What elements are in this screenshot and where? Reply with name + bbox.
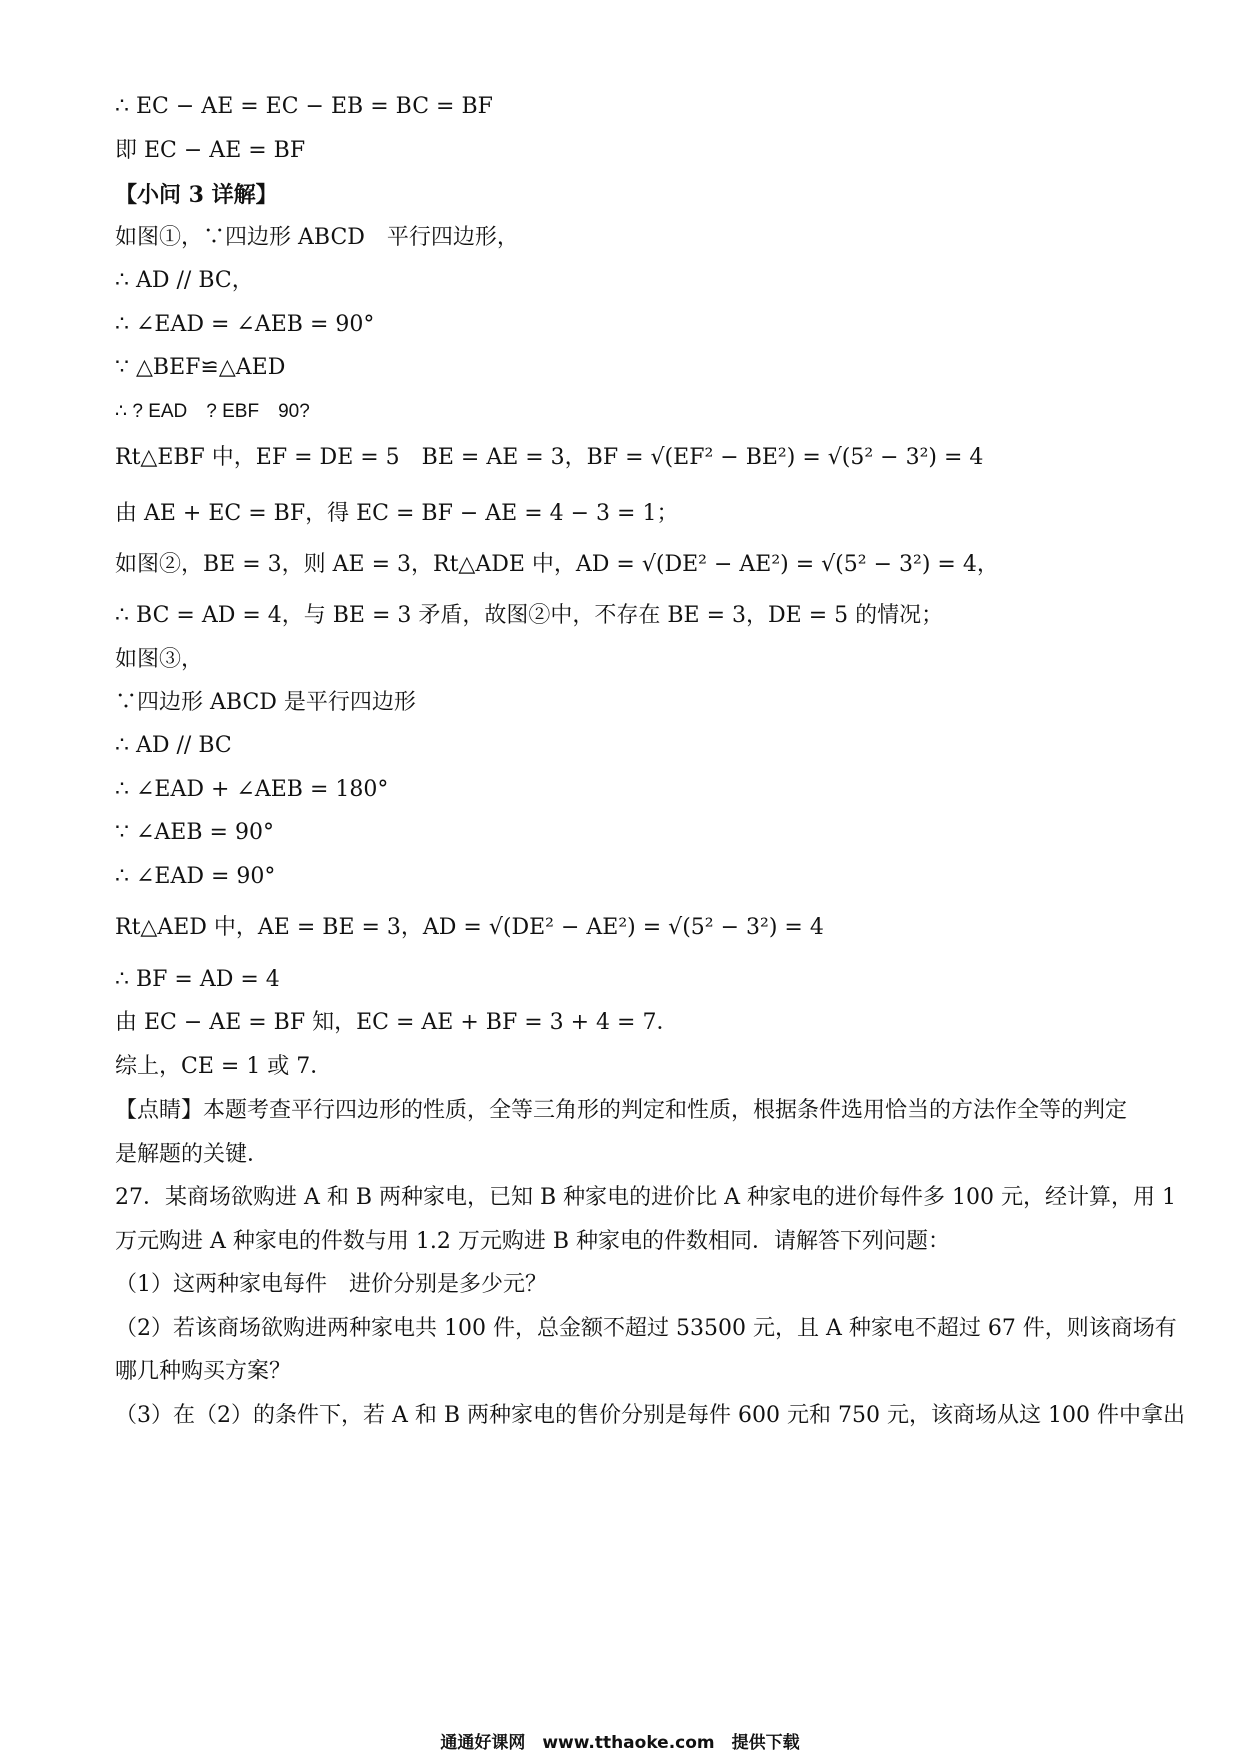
section-heading: 【小问 3 详解】 (115, 182, 278, 208)
question-line: 万元购进 A 种家电的件数与用 1.2 万元购进 B 种家电的件数相同．请解答下列问题： (115, 1229, 951, 1254)
question-line: 哪几种购买方案？ (115, 1359, 292, 1384)
question-line: （3）在（2）的条件下，若 A 和 B 两种家电的售价分别是每件 600 元和 750 元，该商场从这 100 件中拿出 (115, 1403, 1185, 1428)
text-line: ∴ BC = AD = 4，与 BE = 3 矛盾，故图②中，不存在 BE = 3，DE = 5 的情况； (115, 603, 944, 628)
text-line: Rt△EBF 中，EF = DE = 5 BE = AE = 3，BF = √(EF² − BE²) = √(5² − 3²) = 4 (115, 445, 984, 470)
text-line: 如图①，∵四边形 ABCD 平行四边形， (115, 225, 519, 250)
text-line: ∴ AD // BC (115, 733, 232, 758)
page-footer: 通通好课网 www.tthaoke.com 提供下载 (440, 1733, 800, 1753)
text-line: 如图③， (115, 647, 204, 672)
text-line: ∴ AD // BC， (115, 268, 254, 293)
text-line: ∴ BF = AD = 4 (115, 967, 280, 992)
remark-line: 【点睛】本题考查平行四边形的性质，全等三角形的判定和性质，根据条件选用恰当的方法作全等的判定 (115, 1098, 1128, 1123)
text-line: ∴ EC − AE = EC − EB = BC = BF (115, 94, 493, 119)
text-line: 由 AE + EC = BF，得 EC = BF − AE = 4 − 3 = 1； (115, 501, 679, 526)
text-line: 综上，CE = 1 或 7． (115, 1054, 333, 1079)
question-line: （2）若该商场欲购进两种家电共 100 件，总金额不超过 53500 元，且 A 种家电不超过 67 件，则该商场有 (115, 1316, 1177, 1341)
text-line: ∴ ? EAD ? EBF 90? (115, 401, 310, 422)
text-line: ∵四边形 ABCD 是平行四边形 (115, 690, 416, 715)
text-line: 即 EC − AE = BF (115, 138, 306, 163)
remark-line: 是解题的关键． (115, 1142, 270, 1167)
text-line: 由 EC − AE = BF 知，EC = AE + BF = 3 + 4 = 7． (115, 1010, 679, 1035)
text-line: ∵ △BEF≌△AED (115, 355, 286, 380)
text-line: ∴ ∠EAD = ∠AEB = 90° (115, 312, 375, 337)
text-line: Rt△AED 中，AE = BE = 3，AD = √(DE² − AE²) = √(5² − 3²) = 4 (115, 915, 824, 940)
text-line: ∵ ∠AEB = 90° (115, 820, 274, 845)
text-line: 如图②，BE = 3，则 AE = 3，Rt△ADE 中，AD = √(DE² − AE²) = √(5² − 3²) = 4， (115, 552, 999, 577)
question-line: 27．某商场欲购进 A 和 B 两种家电，已知 B 种家电的进价比 A 种家电的进价每件多 100 元，经计算，用 1 (115, 1185, 1177, 1210)
question-line: （1）这两种家电每件 进价分别是多少元？ (115, 1272, 547, 1297)
text-line: ∴ ∠EAD + ∠AEB = 180° (115, 777, 389, 802)
text-line: ∴ ∠EAD = 90° (115, 864, 276, 889)
